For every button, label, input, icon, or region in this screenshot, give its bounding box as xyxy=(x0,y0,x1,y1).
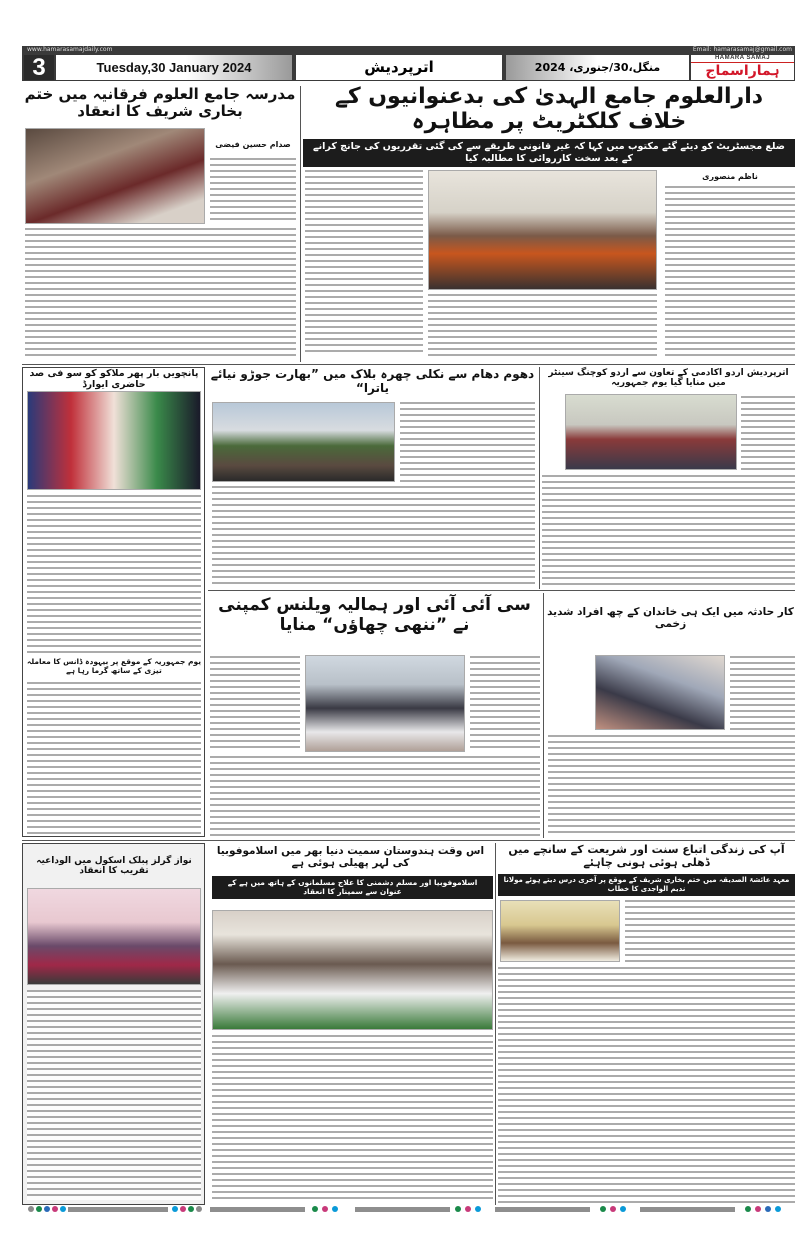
photo-bukhari-gathering xyxy=(25,128,205,224)
article-text xyxy=(625,900,795,962)
row-divider xyxy=(22,840,795,841)
article-text xyxy=(212,486,535,586)
story-subhead: اسلاموفوبیا اور مسلم دشمنی کا علاج مسلمانوں کے ہاتھ میں ہے کے عنوان سے سمینار کا انعقاد xyxy=(212,876,493,899)
page-number: 3 xyxy=(24,55,54,80)
footer-dot xyxy=(180,1206,186,1212)
byline: صدام حسین فیضی xyxy=(215,140,291,149)
article-text xyxy=(428,294,657,356)
article-text xyxy=(665,186,795,356)
article-text xyxy=(210,756,540,836)
article-text xyxy=(27,682,201,834)
column-divider xyxy=(495,843,496,1205)
footer-dot xyxy=(610,1206,616,1212)
story-headline: نواز گرلز پبلک اسکول میں الوداعیہ تقریب کا انعقاد xyxy=(25,856,203,877)
column-divider xyxy=(543,593,544,838)
photo-yatra xyxy=(212,402,395,482)
newspaper-logo xyxy=(691,55,794,80)
story-headline: مدرسہ جامع العلوم فرقانیہ میں ختم بخاری شریف کا انعقاد xyxy=(22,86,298,121)
footer-dot xyxy=(44,1206,50,1212)
story-headline: یوم جمہوریہ کے موقع پر بیہودہ ڈانس کا معاملہ تیزی کے ساتھ گرما رہا ہے xyxy=(26,657,202,675)
row-divider xyxy=(208,590,795,591)
photo-cii-event xyxy=(305,655,465,752)
footer-dot xyxy=(196,1206,202,1212)
article-text xyxy=(210,158,296,222)
story-headline: آپ کی زندگی اتباع سنت اور شریعت کے سانچے میں ڈھلی ہوئی ہونی چاہئے xyxy=(498,844,795,869)
column-divider xyxy=(300,86,301,362)
article-text xyxy=(400,402,535,482)
article-text xyxy=(212,1035,493,1203)
footer-strip xyxy=(210,1207,305,1212)
footer-dot xyxy=(775,1206,781,1212)
footer-dot xyxy=(52,1206,58,1212)
story-headline: اس وقت ہندوستان سمیت دنیا بھر میں اسلاموفوبیا کی لہر پھیلی ہوئی ہے xyxy=(208,845,493,869)
article-text xyxy=(305,170,423,356)
article-text xyxy=(210,656,300,752)
photo-republic-day xyxy=(565,394,737,470)
footer-strip xyxy=(495,1207,590,1212)
photo-farewell-ceremony xyxy=(27,888,201,985)
date-urdu: منگل،30/جنوری، 2024 xyxy=(506,55,689,80)
logo-english: HAMARA SAMAJ xyxy=(691,55,794,63)
article-text xyxy=(25,228,296,360)
row-divider xyxy=(22,364,795,365)
footer-dot xyxy=(322,1206,328,1212)
footer-strip xyxy=(640,1207,735,1212)
footer-strip xyxy=(68,1207,168,1212)
footer-dot xyxy=(455,1206,461,1212)
story-headline: سی آئی آئی اور ہمالیہ ویلنس کمپنی نے ”ننھی چھاؤں“ منایا xyxy=(208,596,541,635)
story-headline: کار حادثہ میں ایک ہی خاندان کے چھ افراد شدید زخمی xyxy=(547,606,794,631)
lead-subhead: ضلع مجسٹریٹ کو دیئے گئے مکتوب میں کہا کہ غیر قانونی طریقے سے کی گئی تقرریوں کی جانچ کرانے کے بعد سخت کارروائی کا مطالبہ کیا xyxy=(303,139,795,167)
footer-dot xyxy=(188,1206,194,1212)
story-subhead: معہد عائشۃ الصدیقہ میں ختم بخاری شریف کے موقع پر آخری درس دیتے ہوئے مولانا ندیم الواجدی کا خطاب xyxy=(498,874,795,896)
footer-dot xyxy=(60,1206,66,1212)
date-english: Tuesday,30 January 2024 xyxy=(56,55,292,80)
photo-protest xyxy=(428,170,657,290)
article-text xyxy=(730,656,795,730)
footer-dot xyxy=(36,1206,42,1212)
story-headline: دھوم دھام سے نکلی چھرہ بلاک میں ”بھارت جوڑو نیائے یاترا“ xyxy=(208,368,537,396)
footer-dot xyxy=(28,1206,34,1212)
article-text xyxy=(741,396,795,470)
footer-dot xyxy=(312,1206,318,1212)
article-text xyxy=(27,495,201,655)
article-text xyxy=(27,990,201,1200)
photo-maulana xyxy=(500,900,620,962)
footer-dot xyxy=(745,1206,751,1212)
footer-dot xyxy=(765,1206,771,1212)
footer-dot xyxy=(620,1206,626,1212)
footer-dot xyxy=(755,1206,761,1212)
byline: ناظم منصوری xyxy=(702,172,758,181)
article-text xyxy=(498,967,795,1203)
article-text xyxy=(542,475,795,585)
article-text xyxy=(470,656,540,752)
footer-strip xyxy=(355,1207,450,1212)
website-url[interactable]: www.hamarasamajdaily.com xyxy=(27,46,113,53)
footer-dot xyxy=(475,1206,481,1212)
story-headline: پانچویں بار پھر ملاکو کو سو فی صد حاضری ایوارڈ xyxy=(25,369,203,391)
email-address[interactable]: Email: hamarasamaj@gmail.com xyxy=(692,46,792,53)
photo-accident xyxy=(595,655,725,730)
lead-headline: دارالعلوم جامع الہدیٰ کی بدعنوانیوں کے خلاف کلکٹریٹ پر مظاہرہ xyxy=(303,84,795,135)
photo-seminar xyxy=(212,910,493,1030)
column-divider xyxy=(539,367,540,589)
story-headline: اترپردیش اردو اکادمی کے تعاون سے اردو کوچنگ سینٹر میں منایا گیا یوم جمہوریہ xyxy=(542,368,795,389)
photo-award xyxy=(27,391,201,490)
footer-dot xyxy=(600,1206,606,1212)
footer-dot xyxy=(172,1206,178,1212)
section-title: اترپردیش xyxy=(296,55,502,80)
logo-urdu: ہماراسماج xyxy=(705,63,780,79)
footer-dot xyxy=(465,1206,471,1212)
article-text xyxy=(548,735,795,835)
footer-dot xyxy=(332,1206,338,1212)
